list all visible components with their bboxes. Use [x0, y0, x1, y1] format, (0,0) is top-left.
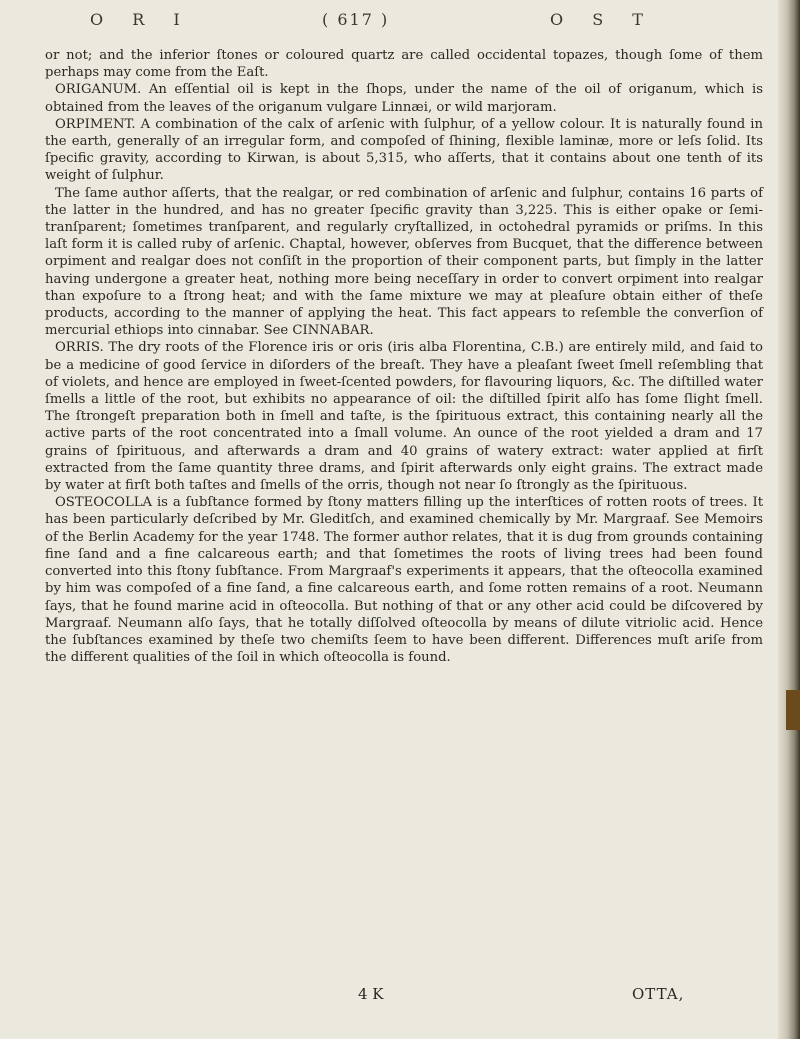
page-edge-shadow: [778, 0, 800, 1039]
page-edge-stain: [786, 690, 800, 730]
running-header: [90, 10, 730, 36]
entry-osteocolla: OSTEOCOLLA is a ſubſtance formed by ſtony matters filling up the interſtices of rotten roots of trees. It has been particularly deſcribed by Mr. Gleditſch, and examined chemically by Mr. Margraaf. See Memoirs of the Berlin Academy for the year 1748. The former author relates, that it is dug from grounds containing fine ſand and a fine calcareous earth; and that ſometimes the roots of living trees had been found converted into this ſtony ſubſtance. From Margraaf's experiments it appears, that the oſteocolla examined by him was compoſed of a fine ſand, a fine calcareous earth, and ſome rotten remains of a root. Neumann ſays, that he found marine acid in oſteocolla. But nothing of that or any other acid could be diſcovered by Margraaf. Neumann alſo ſays, that he totally diſſolved oſteocolla by means of dilute vitriolic acid. Hence the ſubſtances examined by theſe two chemiſts ſeem to have been different. Differences muſt ariſe from the different qualities of the ſoil in which oſteocolla is found.: [45, 495, 763, 666]
header-right: O S T: [550, 10, 655, 29]
header-left: O R I: [90, 10, 192, 29]
paragraph-continuation: or not; and the inferior ſtones or coloured quartz are called occidental topazes, though ſome of them perhaps may come from the Eaſt.: [45, 48, 763, 81]
page-footer: [0, 985, 800, 1007]
entry-orpiment: ORPIMENT. A combination of the calx of arſenic with ſulphur, of a yellow colour. It is naturally found in the earth, generally of an irregular form, and compoſed of ſhining, flexible laminæ, more or leſs ſolid. Its ſpecific gravity, according to Kirwan, is about 5,315, who aſſerts, that it contains about one tenth of its weight of ſulphur.: [45, 116, 763, 184]
catchword: OTTA,: [632, 985, 685, 1003]
page-number: ( 617 ): [322, 10, 390, 29]
entry-orris: ORRIS. The dry roots of the Florence iris or oris (iris alba Florentina, C.B.) are entirely mild, and ſaid to be a medicine of good ſervice in diſorders of the breaſt. They have a pleaſant ſweet ſmell reſembling that of violets, and hence are employed in ſweet-ſcented powders, for flavouring liquors, &c. The diſtilled water ſmells a little of the root, but exhibits no appearance of oil: the diſtilled ſpirit alſo has ſome ſlight ſmell. The ſtrongeſt preparation both in ſmell and taſte, is the ſpirituous extract, this containing nearly all the active parts of the root concentrated into a ſmall volume. An ounce of the root yielded a dram and 17 grains of ſpirituous, and afterwards a dram and 40 grains of watery extract: water applied at firſt extracted from the ſame quantity three drams, and ſpirit afterwards only eight grains. The extract made by water at firſt both taſtes and ſmells of the orris, though not near ſo ſtrongly as the ſpirituous.: [45, 340, 763, 494]
body-text: [45, 47, 763, 666]
entry-origanum: ORIGANUM. An eſſential oil is kept in the ſhops, under the name of the oil of origanum, which is obtained from the leaves of the origanum vulgare Linnæi, or wild marjoram.: [45, 82, 763, 115]
signature-mark: 4 K: [358, 985, 384, 1003]
entry-orpiment-continued: The ſame author aſſerts, that the realgar, or red combination of arſenic and ſulphur, contains 16 parts of the latter in the hundred, and has no greater ſpecific gravity than 3,225. This is either opake or ſemi-tranſparent; ſometimes tranſparent, and regularly cryſtallized, in octohedral pyramids or priſms. In this laſt form it is called ruby of arſenic. Chaptal, however, obſerves from Bucquet, that the difference between orpiment and realgar does not conſiſt in the proportion of their component parts, but ſimply in the latter having undergone a greater heat, nothing more being neceſſary in order to convert orpiment into realgar than expoſure to a ſtrong heat; and with the ſame mixture we may at pleaſure obtain either of theſe products, according to the manner of applying the heat. This fact appears to reſemble the converſion of mercurial ethiops into cinnabar. See CINNABAR.: [45, 185, 763, 339]
